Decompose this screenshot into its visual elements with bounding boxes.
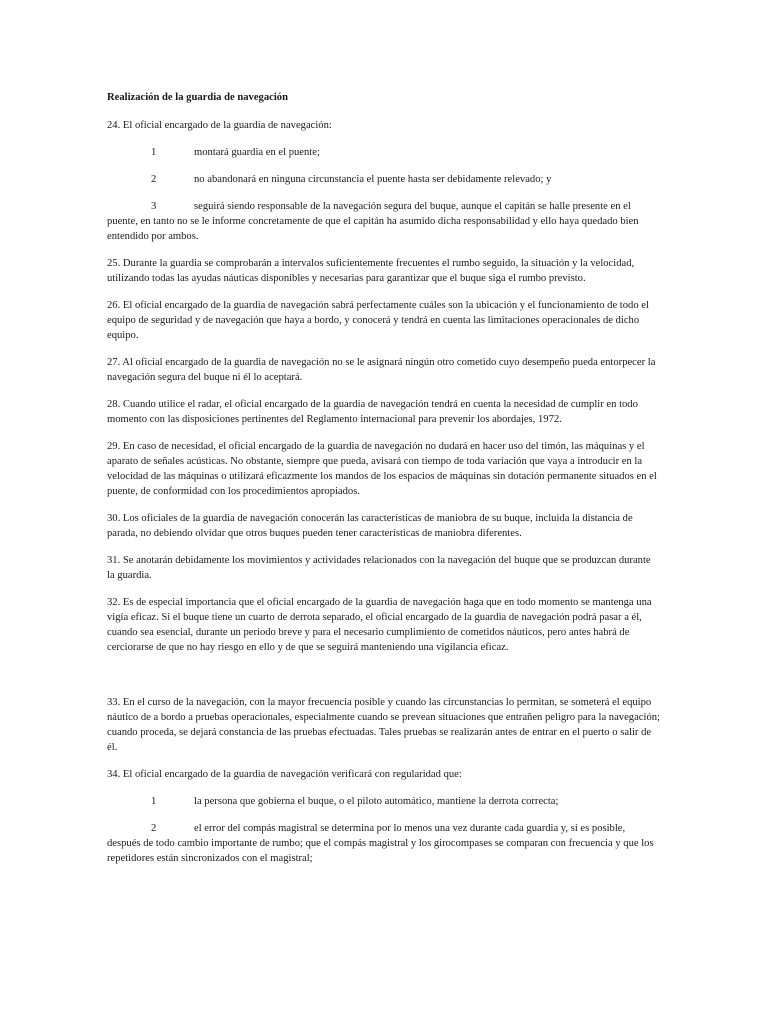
paragraph-33: 33. En el curso de la navegación, con la mayor frecuencia posible y cuando las circunstancias lo permitan, se someterá el equipo náutico de a bordo a pruebas operacionales, especialmente cuando se prevean situaciones que entrañen peligro para la navegación; cuando proceda, se dejará constancia de las pruebas efectuadas. Tales pruebas se realizarán antes de entrar en el puerto o salir de él. [107,697,660,753]
list-item-text: montará guardia en el puente; [194,147,320,158]
paragraph-32: 32. Es de especial importancia que el oficial encargado de la guardia de navegación haga que en todo momento se mantenga una vigía eficaz. Si el buque tiene un cuarto de derrota separado, el oficial encargado de la guardia de navegación podrá pasar a él, cuando sea esencial, durante un periodo breve y para el necesario cumplimiento de cometidos náuticos, pero antes habrá de cerciorarse de que no hay riesgo en ello y de que se seguirá manteniendo una vigilancia eficaz. [107,597,652,653]
paragraph-25: 25. Durante la guardia se comprobarán a intervalos suficientemente frecuentes el rumbo seguido, la situación y la velocidad, utilizando todas las ayudas náuticas disponibles y necesarias para garantizar que el buque siga el rumbo previsto. [107,258,635,284]
list-item-number: 3 [151,201,157,212]
list-item-number: 2 [151,823,157,834]
list-item-number: 1 [151,147,157,158]
paragraph-26: 26. El oficial encargado de la guardia de navegación sabrá perfectamente cuáles son la ubicación y el funcionamiento de todo el equipo de seguridad y de navegación que haya a bordo, y conocerá y tendrá en cuenta las limitaciones operacionales de dicho equipo. [107,300,649,341]
list-item-number: 2 [151,174,157,185]
list-item [107,821,660,866]
paragraph-30: 30. Los oficiales de la guardia de navegación conocerán las características de maniobra de su buque, incluida la distancia de parada, no debiendo olvidar que otros buques pueden tener características de maniobra diferentes. [107,513,633,539]
list-item-text: no abandonará en ninguna circunstancia el puente hasta ser debidamente relevado; y [194,174,552,185]
list-item-text: el error del compás magistral se determina por lo menos una vez durante cada guardia y, si es posible, después de todo cambio importante de rumbo; que el compás magistral y los girocompases se comparan con frecuencia y que los repetidores están sincronizados con el magistral; [107,823,654,864]
paragraph-27: 27. Al oficial encargado de la guardia de navegación no se le asignará ningún otro cometido cuyo desempeño pueda entorpecer la navegación segura del buque ni él lo aceptará. [107,357,656,383]
list-item [107,794,660,809]
list-item [107,199,660,244]
paragraph-gap [107,667,660,695]
list-item [107,172,660,187]
list-item-text: seguirá siendo responsable de la navegación segura del buque, aunque el capitán se halle presente en el puente, en tanto no se le informe concretamente de que el capitán ha asumido dicha responsabilidad y ello haya quedado bien entendido por ambos. [107,201,639,242]
section-heading: Realización de la guardia de navegación [107,92,288,103]
paragraph-34: 34. El oficial encargado de la guardia de navegación verificará con regularidad que: [107,769,462,780]
paragraph-31: 31. Se anotarán debidamente los movimientos y actividades relacionados con la navegación del buque que se produzcan durante la guardia. [107,555,651,581]
list-item-number: 1 [151,796,157,807]
paragraph-28: 28. Cuando utilice el radar, el oficial encargado de la guardia de navegación tendrá en cuenta la necesidad de cumplir en todo momento con las disposiciones pertinentes del Reglamento internacional para prevenir los abordajes, 1972. [107,399,638,425]
paragraph-24: 24. El oficial encargado de la guardia de navegación: [107,120,332,131]
list-item-text: la persona que gobierna el buque, o el piloto automático, mantiene la derrota correcta; [194,796,559,807]
list-item [107,145,660,160]
paragraph-29: 29. En caso de necesidad, el oficial encargado de la guardia de navegación no dudará en hacer uso del timón, las máquinas y el aparato de señales acústicas. No obstante, siempre que pueda, avisará con tiempo de toda variación que vaya a introducir en la velocidad de las máquinas o utilizará eficazmente los mandos de los espacios de máquinas sin dotación permanente situados en el puente, de conformidad con los procedimientos apropiados. [107,441,657,497]
